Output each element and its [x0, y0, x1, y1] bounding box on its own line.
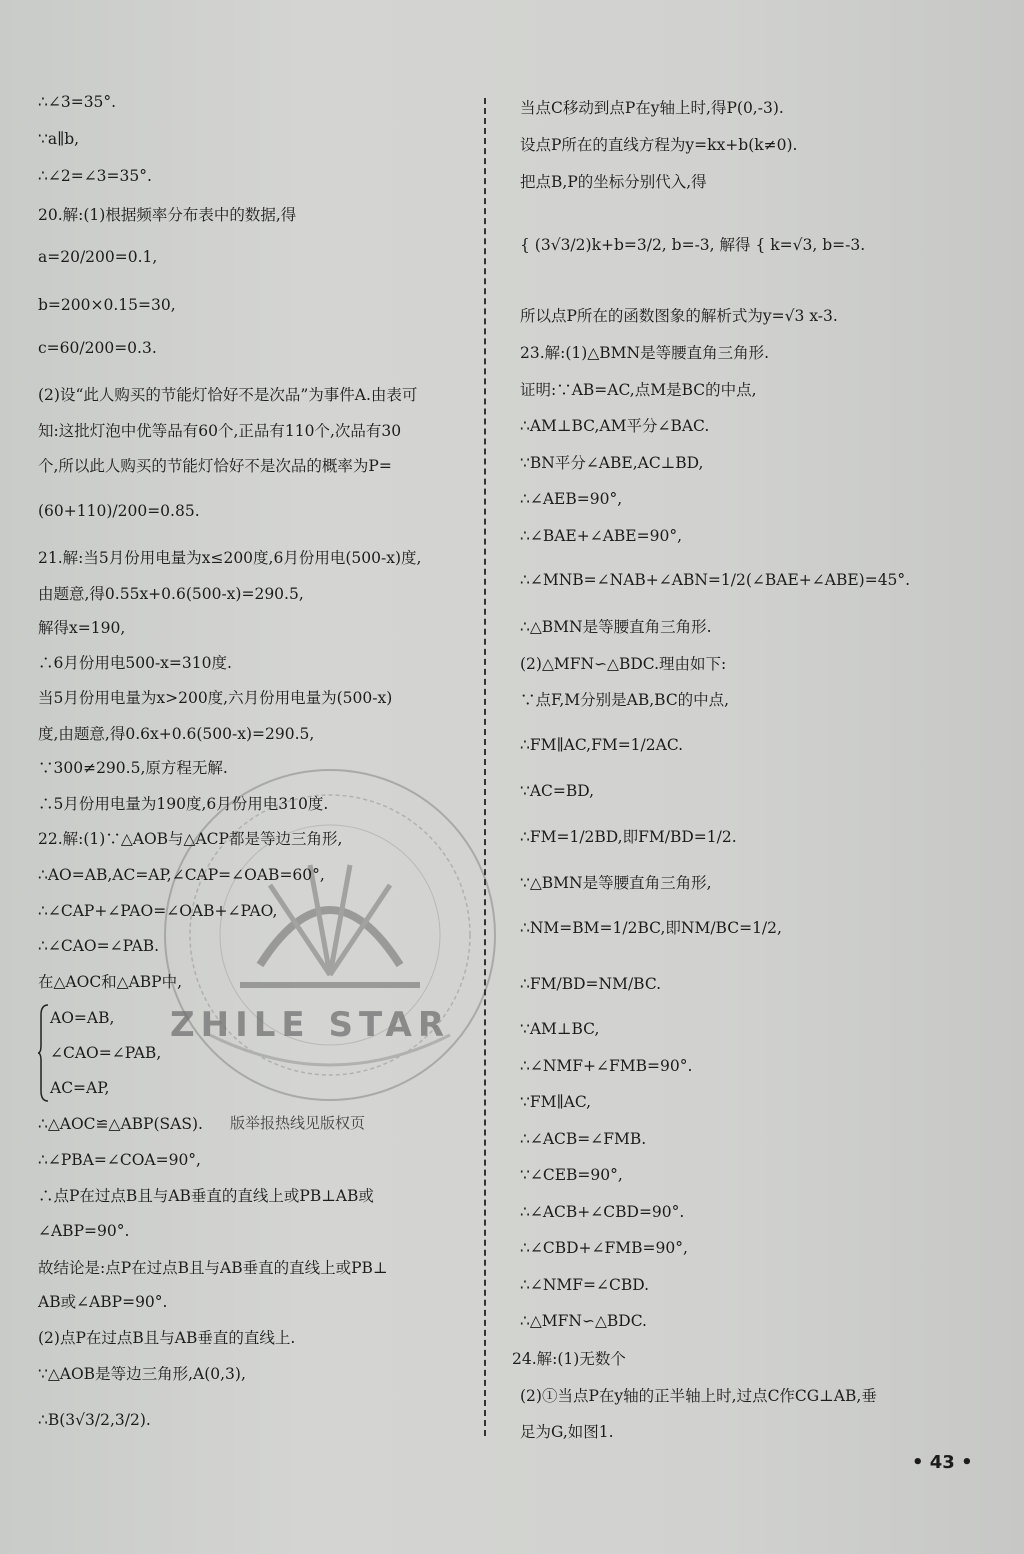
- text-line: 由题意,得0.55x+0.6(500-x)=290.5,: [38, 585, 304, 603]
- text-line: a=20/200=0.1,: [38, 248, 158, 266]
- text-line: ∴∠CBD+∠FMB=90°,: [520, 1239, 688, 1257]
- text-line: ∴∠ACB+∠CBD=90°.: [520, 1203, 685, 1221]
- text-line: ∴NM=BM=1/2BC,即NM/BC=1/2,: [520, 919, 782, 937]
- text-line: ∴∠CAP+∠PAO=∠OAB+∠PAO,: [38, 902, 278, 920]
- text-line: ∴AO=AB,AC=AP,∠CAP=∠OAB=60°,: [38, 866, 325, 884]
- text-line: 把点B,P的坐标分别代入,得: [520, 173, 707, 191]
- text-line: 设点P所在的直线方程为y=kx+b(k≠0).: [520, 136, 798, 154]
- text-line: ∵FM∥AC,: [520, 1093, 592, 1111]
- text-line: ∴△MFN∽△BDC.: [520, 1312, 647, 1330]
- text-line: { (3√3/2)k+b=3/2, b=-3, 解得 { k=√3, b=-3.: [520, 236, 866, 254]
- text-line: (2)△MFN∽△BDC.理由如下:: [520, 655, 727, 673]
- text-line: ∴∠2=∠3=35°.: [38, 167, 152, 185]
- text-line: ∵点F,M分别是AB,BC的中点,: [520, 691, 730, 709]
- text-line: ∴∠NMF+∠FMB=90°.: [520, 1057, 693, 1075]
- brace-icon: [38, 1003, 50, 1103]
- text-line: ∴AM⊥BC,AM平分∠BAC.: [520, 417, 710, 435]
- text-line: ∵a∥b,: [38, 130, 80, 148]
- text-line: ∴∠ACB=∠FMB.: [520, 1130, 647, 1148]
- text-line: ∴∠CAO=∠PAB.: [38, 937, 160, 955]
- text-line: ∴△BMN是等腰直角三角形.: [520, 618, 712, 636]
- watermark-note: 版举报热线见版权页: [230, 1114, 366, 1132]
- text-line: ∵△AOB是等边三角形,A(0,3),: [38, 1365, 246, 1383]
- text-line: ∴FM/BD=NM/BC.: [520, 975, 662, 993]
- text-line: ∵AM⊥BC,: [520, 1020, 600, 1038]
- text-line: AB或∠ABP=90°.: [38, 1293, 168, 1311]
- text-line: 20.解:(1)根据频率分布表中的数据,得: [38, 206, 297, 224]
- text-line: (2)①当点P在y轴的正半轴上时,过点C作CG⊥AB,垂: [520, 1387, 877, 1405]
- text-line: ∴∠AEB=90°,: [520, 490, 623, 508]
- text-line: ∴∠3=35°.: [38, 93, 117, 111]
- text-line: 24.解:(1)无数个: [512, 1350, 626, 1368]
- text-line: ∵BN平分∠ABE,AC⊥BD,: [520, 454, 704, 472]
- text-line: ∵AC=BD,: [520, 782, 595, 800]
- text-line: (2)点P在过点B且与AB垂直的直线上.: [38, 1329, 296, 1347]
- text-line: ∠CAO=∠PAB,: [50, 1044, 162, 1062]
- text-line: ∴∠MNB=∠NAB+∠ABN=1/2(∠BAE+∠ABE)=45°.: [520, 571, 911, 589]
- text-line: ∴B(3√3/2,3/2).: [38, 1411, 151, 1429]
- text-line: AC=AP,: [50, 1079, 110, 1097]
- text-line: ∴FM=1/2BD,即FM/BD=1/2.: [520, 828, 737, 846]
- text-line: 个,所以此人购买的节能灯恰好不是次品的概率为P=: [38, 457, 392, 475]
- text-line: ∴△AOC≌△ABP(SAS).: [38, 1115, 203, 1133]
- text-line: 所以点P所在的函数图象的解析式为y=√3 x-3.: [520, 307, 838, 325]
- text-line: b=200×0.15=30,: [38, 296, 176, 314]
- text-line: 23.解:(1)△BMN是等腰直角三角形.: [520, 344, 769, 362]
- text-line: 当5月份用电量为x>200度,六月份用电量为(500-x): [38, 689, 393, 707]
- text-line: 证明:∵AB=AC,点M是BC的中点,: [520, 381, 757, 399]
- text-line: ∵△BMN是等腰直角三角形,: [520, 874, 712, 892]
- column-divider: [484, 98, 486, 1436]
- text-line: 度,由题意,得0.6x+0.6(500-x)=290.5,: [38, 725, 315, 743]
- text-line: ∴∠BAE+∠ABE=90°,: [520, 527, 683, 545]
- text-line: ∴∠NMF=∠CBD.: [520, 1276, 650, 1294]
- text-line: 足为G,如图1.: [520, 1423, 614, 1441]
- text-line: ∴点P在过点B且与AB垂直的直线上或PB⊥AB或: [38, 1187, 374, 1205]
- text-line: c=60/200=0.3.: [38, 339, 157, 357]
- text-line: ∵300≠290.5,原方程无解.: [38, 759, 228, 777]
- text-line: AO=AB,: [50, 1009, 115, 1027]
- text-line: ∴6月份用电500-x=310度.: [38, 654, 232, 672]
- page-number: • 43 •: [912, 1452, 973, 1473]
- text-line: ∴FM∥AC,FM=1/2AC.: [520, 736, 684, 754]
- text-line: ∴∠PBA=∠COA=90°,: [38, 1151, 201, 1169]
- text-line: ∵∠CEB=90°,: [520, 1166, 623, 1184]
- watermark-brand: ZHILE STAR: [170, 1005, 451, 1045]
- text-line: 解得x=190,: [38, 619, 126, 637]
- text-line: 故结论是:点P在过点B且与AB垂直的直线上或PB⊥: [38, 1259, 388, 1277]
- text-line: 当点C移动到点P在y轴上时,得P(0,-3).: [520, 99, 784, 117]
- text-line: ∴5月份用电量为190度,6月份用电310度.: [38, 795, 329, 813]
- text-line: 在△AOC和△ABP中,: [38, 973, 183, 991]
- text-line: 22.解:(1)∵△AOB与△ACP都是等边三角形,: [38, 830, 343, 848]
- text-line: (60+110)/200=0.85.: [38, 502, 200, 520]
- text-line: ∠ABP=90°.: [38, 1222, 130, 1240]
- text-line: 21.解:当5月份用电量为x≤200度,6月份用电(500-x)度,: [38, 549, 422, 567]
- text-line: (2)设“此人购买的节能灯恰好不是次品”为事件A.由表可: [38, 386, 418, 404]
- text-line: 知:这批灯泡中优等品有60个,正品有110个,次品有30: [38, 422, 402, 440]
